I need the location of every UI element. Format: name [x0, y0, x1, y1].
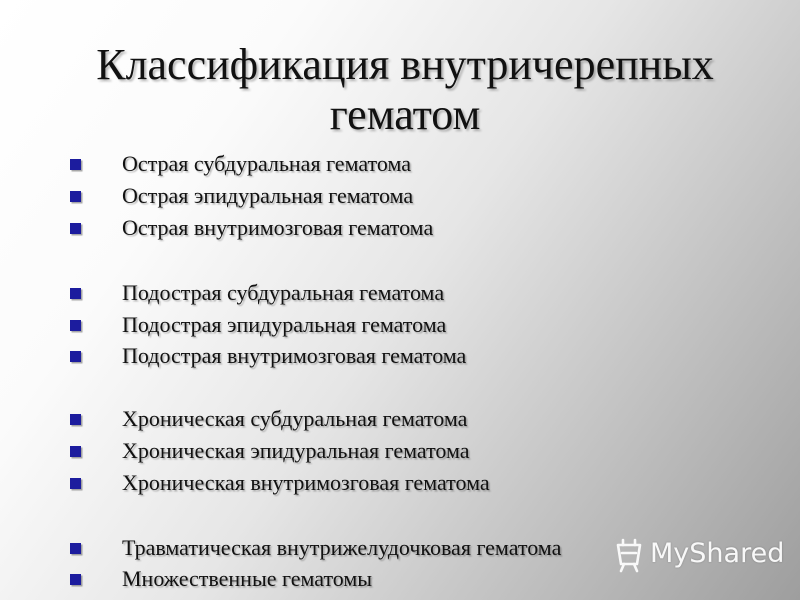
- list-item-text: Хроническая субдуральная гематома: [122, 406, 468, 431]
- square-bullet-icon: [70, 191, 81, 202]
- list-item-text: Подострая внутримозговая гематома: [122, 343, 467, 368]
- square-bullet-icon: [70, 288, 81, 299]
- myshared-logo-icon: [612, 536, 646, 574]
- square-bullet-icon: [70, 543, 81, 554]
- square-bullet-icon: [70, 478, 81, 489]
- slide-title-line-1: Классификация внутричерепных: [96, 40, 714, 89]
- list-item-text: Множественные гематомы: [122, 566, 373, 591]
- list-item: [70, 312, 750, 342]
- square-bullet-icon: [70, 159, 81, 170]
- list-item: [70, 151, 750, 181]
- watermark-text: MyShared: [650, 538, 785, 569]
- square-bullet-icon: [70, 574, 81, 585]
- square-bullet-icon: [70, 414, 81, 425]
- square-bullet-icon: [70, 351, 81, 362]
- list-item: [70, 470, 750, 500]
- list-item-text: Хроническая внутримозговая гематома: [122, 470, 490, 495]
- list-item-text: Острая эпидуральная гематома: [122, 183, 414, 208]
- list-item-text: Травматическая внутрижелудочковая гематома: [122, 535, 562, 560]
- list-item-text: Острая внутримозговая гематома: [122, 215, 434, 240]
- myshared-watermark: [612, 534, 785, 578]
- slide-title-line-2: гематом: [329, 90, 481, 139]
- list-item: [70, 343, 750, 373]
- square-bullet-icon: [70, 223, 81, 234]
- list-item: [70, 280, 750, 310]
- square-bullet-icon: [70, 446, 81, 457]
- list-item: [70, 183, 750, 213]
- list-item: [70, 438, 750, 468]
- list-item: [70, 406, 750, 436]
- square-bullet-icon: [70, 320, 81, 331]
- list-item-text: Острая субдуральная гематома: [122, 151, 411, 176]
- list-item-text: Подострая субдуральная гематома: [122, 280, 445, 305]
- list-item-text: Подострая эпидуральная гематома: [122, 312, 447, 337]
- list-item: [70, 215, 750, 245]
- list-item-text: Хроническая эпидуральная гематома: [122, 438, 470, 463]
